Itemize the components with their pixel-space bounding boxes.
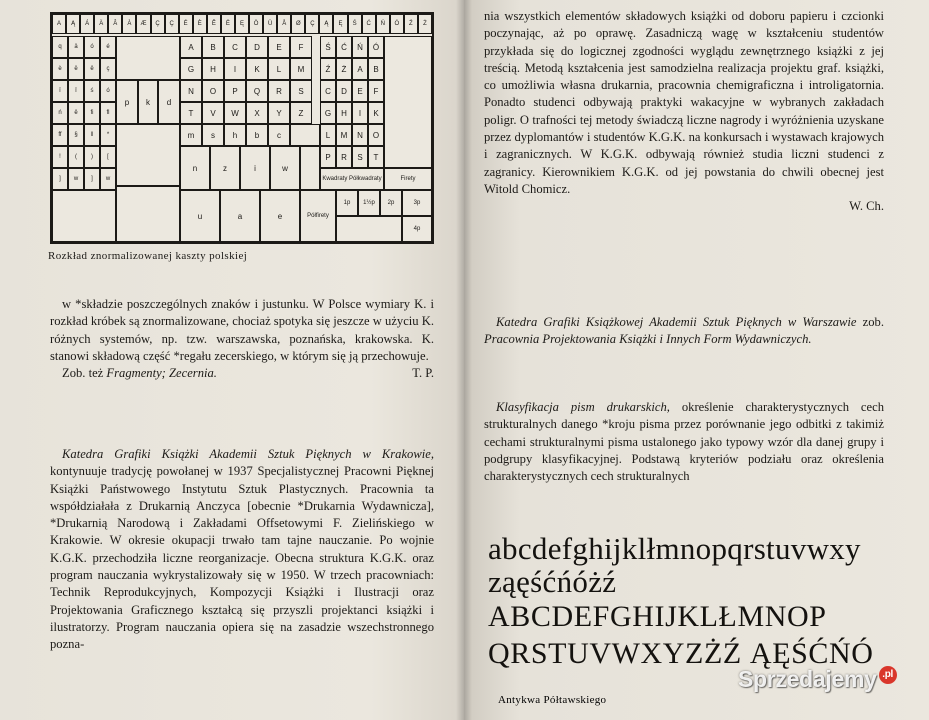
- case-cell-small: è: [52, 58, 68, 80]
- right-text-klasyfikacja: [484, 399, 884, 485]
- case-cell-lower: u: [180, 190, 220, 242]
- case-cell-small: ë: [68, 58, 84, 80]
- case-cell-lower: c: [268, 124, 290, 146]
- case-cell-lower: [116, 36, 180, 80]
- left-text-entry: [50, 446, 434, 654]
- case-cell-upper: X: [246, 102, 268, 124]
- case-cell-accent: Ë: [221, 14, 235, 34]
- specimen-caption: Antykwa Półtawskiego: [498, 694, 607, 706]
- case-cell-spaces: [336, 216, 402, 242]
- author-signature: T. P.: [412, 366, 434, 381]
- case-cell-upper: P: [224, 80, 246, 102]
- case-cell-accent: Ę: [235, 14, 249, 34]
- case-cell-spaces: Półfirety: [300, 190, 336, 242]
- case-cell-upper: Y: [268, 102, 290, 124]
- case-cell-small: w: [68, 168, 84, 190]
- paragraph: nia wszystkich elementów składowych książki od doboru papieru i czcionki poczynając, aż po oprawę. Zasadniczą wagę w kształceniu studentów przykłada się do logicznej zgodności wyglądu zewnętrznego książki z jej treścią. Metodą kształcenia jest samodzielna realizacja projektu graf. książki, co umożliwia własna drukarnia, pracownia chemigraficzna i introligatornia. Ponadto studenci odbywają praktyki wakacyjne w wybranych zakładach poligr. O trafności tej metody świadczą liczne nagrody i wyróżnienia uzyskane przez dyplomantów i studentów K.G.K. na konkursach i wystawach krajowych i zagranicznych. W K.G.K. odbywają również studia liczni studenci z zagranicy. Kierownikiem K.G.K. od jej powstania do chwili obecnej jest Witold Chomicz.: [484, 9, 884, 196]
- case-cell-accent: Ą: [66, 14, 80, 34]
- case-cell-upper-right: L: [320, 124, 336, 146]
- case-cell-lower: z: [210, 146, 240, 190]
- case-cell-lower: [116, 124, 180, 186]
- case-cell-small: ó: [84, 36, 100, 58]
- case-cell-upper-right: E: [352, 80, 368, 102]
- case-cell-quads: Kwadraty Półkwadraty: [320, 168, 384, 190]
- case-cell-upper-right: T: [368, 146, 384, 168]
- case-cell-lower: p: [116, 80, 138, 124]
- case-cell-lower: [52, 190, 116, 242]
- case-cell-accent: Ż: [418, 14, 432, 34]
- case-cell-upper: R: [268, 80, 290, 102]
- case-cell-firety: Firety: [384, 168, 432, 190]
- case-cell-upper: W: [224, 102, 246, 124]
- case-cell-accent: Ó: [390, 14, 404, 34]
- case-cell-lower: k: [138, 80, 158, 124]
- diagram-caption: Rozkład znormalizowanej kaszty polskiej: [48, 250, 248, 262]
- case-cell-accent: Ç: [305, 14, 319, 34]
- see-also-label: Zob. też: [62, 366, 104, 381]
- case-cell-upper: F: [290, 36, 312, 58]
- see-also-line: [50, 365, 434, 382]
- type-specimen: [488, 532, 908, 672]
- paragraph: w *składzie poszczególnych znaków i justunku. W Polsce wymiary K. i rozkład króbek są znormalizowane, chociaż spotyka się jeszcze w użyciu K. różnych systemów, np. tzw. warszawska, poznańska, krakowska. K. stanowi składową część *regału zecerskiego, w którym się ją przechowuje.: [50, 297, 434, 363]
- case-cell-blank: [384, 36, 432, 168]
- case-cell-lower: s: [202, 124, 224, 146]
- case-cell-small: fi: [84, 102, 100, 124]
- case-cell-spaces: 4p: [402, 216, 432, 242]
- case-cell-small: ‖: [84, 124, 100, 146]
- case-cell-upper-right: D: [336, 80, 352, 102]
- specimen-uppercase-1: ABCDEFGHIJKLŁMNOP: [488, 600, 827, 633]
- case-cell-upper: A: [180, 36, 202, 58]
- specimen-lowercase-1: abcdefghijklłmnopqrstuvwxy: [488, 531, 861, 566]
- case-cell-small: w: [100, 168, 116, 190]
- case-cell-accent: È: [193, 14, 207, 34]
- case-cell-small: ê: [84, 58, 100, 80]
- case-cell-upper: E: [268, 36, 290, 58]
- case-cell-upper: O: [202, 80, 224, 102]
- case-cell-accent: Æ: [136, 14, 150, 34]
- case-cell-accent: É: [179, 14, 193, 34]
- case-cell-small: ç: [100, 58, 116, 80]
- watermark-tld: .pl: [879, 666, 897, 684]
- case-cell-upper: B: [202, 36, 224, 58]
- case-cell-small: é: [100, 36, 116, 58]
- case-cell-upper-right: A: [352, 58, 368, 80]
- case-cell-upper-right: Ń: [352, 36, 368, 58]
- case-cell-accent: Â: [108, 14, 122, 34]
- case-cell-accent: Ü: [263, 14, 277, 34]
- see-also-refs: Fragmenty; Zecernia.: [106, 366, 217, 381]
- see-label: zob.: [862, 315, 884, 329]
- case-cell-accent: A: [52, 14, 66, 34]
- case-cell-small: ff: [52, 124, 68, 146]
- case-cell-upper: N: [180, 80, 202, 102]
- case-cell-spaces: 1p: [336, 190, 358, 216]
- case-cell-lower: w: [270, 146, 300, 190]
- case-cell-upper-right: Ź: [320, 58, 336, 80]
- case-cell-upper: M: [290, 58, 312, 80]
- case-cell-upper-right: K: [368, 102, 384, 124]
- case-cell-lower: d: [158, 80, 180, 124]
- case-cell-accent: Ć: [362, 14, 376, 34]
- case-cell-upper: L: [268, 58, 290, 80]
- case-cell-accent: Ź: [404, 14, 418, 34]
- case-cell-accent: Ń: [376, 14, 390, 34]
- case-cell-upper-right: B: [368, 58, 384, 80]
- entry-title: Klasyfikacja pism drukarskich,: [496, 400, 670, 414]
- case-cell-upper-right: C: [320, 80, 336, 102]
- case-cell-lower: [116, 186, 180, 242]
- case-cell-lower: n: [180, 146, 210, 190]
- case-cell-accent: Ą: [319, 14, 333, 34]
- case-cell-lower: i: [240, 146, 270, 190]
- case-cell-lower: m: [180, 124, 202, 146]
- case-cell-small: ï: [52, 80, 68, 102]
- case-cell-accent: Å: [277, 14, 291, 34]
- case-cell-upper-right: Ć: [336, 36, 352, 58]
- case-cell-upper: H: [202, 58, 224, 80]
- case-cell-upper: K: [246, 58, 268, 80]
- case-cell-upper-right: P: [320, 146, 336, 168]
- case-cell-lower: e: [260, 190, 300, 242]
- case-cell-upper-right: N: [352, 124, 368, 146]
- case-cell-upper-right: M: [336, 124, 352, 146]
- author-signature: W. Ch.: [849, 199, 884, 214]
- case-cell-small: ń: [52, 102, 68, 124]
- case-cell-upper: I: [224, 58, 246, 80]
- case-cell-lower: [290, 124, 320, 146]
- case-cell-small: ]: [84, 168, 100, 190]
- case-cell-accent: Ö: [249, 14, 263, 34]
- case-cell-accent: Á: [80, 14, 94, 34]
- entry-body: określenie charakterystycznych cech strukturalnych danego *kroju pisma przez porównanie jego odbitki z takimiż cechami strukturalnymi pisma ustalonego jako typowy wzór dla danej grupy i podgrupy klasyfikacyjnej. Podstawą kryteriów podziału oraz określenia charakterystycznych cech strukturalnych: [484, 400, 885, 484]
- case-cell-accent: Ä: [94, 14, 108, 34]
- case-cell-upper: D: [246, 36, 268, 58]
- case-cell-accent: Ç: [165, 14, 179, 34]
- case-cell-small: ä: [68, 36, 84, 58]
- case-cell-accent: À: [122, 14, 136, 34]
- case-cell-lower: a: [220, 190, 260, 242]
- case-cell-upper-right: S: [352, 146, 368, 168]
- case-cell-small: !: [52, 146, 68, 168]
- case-cell-upper-right: Ś: [320, 36, 336, 58]
- case-cell-small: î: [68, 80, 84, 102]
- case-cell-small: ): [84, 146, 100, 168]
- type-case-diagram: [50, 12, 434, 244]
- case-cell-upper-right: Ó: [368, 36, 384, 58]
- case-cell-accent: Ę: [333, 14, 347, 34]
- case-cell-accent: Ø: [291, 14, 305, 34]
- see-ref: Pracownia Projektowania Książki i Innych Form Wydawniczych.: [484, 332, 812, 347]
- watermark-text: Sprzedajemy: [738, 666, 877, 692]
- case-cell-small: (: [68, 146, 84, 168]
- case-cell-lower: [300, 146, 320, 190]
- case-cell-lower: b: [246, 124, 268, 146]
- case-cell-upper: C: [224, 36, 246, 58]
- case-cell-upper-right: F: [368, 80, 384, 102]
- case-cell-small: ó: [100, 80, 116, 102]
- case-cell-upper-right: Ż: [336, 58, 352, 80]
- entry-body: kontynuuje tradycję powołanej w 1937 Specjalistycznej Pracowni Pięknej Książki Państwowego Instytutu Sztuk Plastycznych. Pracownia ta współdziałała z Drukarnią Anczyca [obecnie *Drukarnia Wydawnicza], *Drukarnią Narodową i Zakładami Offsetowymi F. Zielińskiego w Krakowie. W okresie okupacji trwało tam tajne nauczanie. Po wojnie K.G.K. przechodziła liczne reorganizacje. Obecna struktura K.G.K. oraz program nauczania wykrystalizowały się w 1950. W trzech pracowniach: Technik Reprodukcyjnych, Kompozycji Książki i Ilustracji oraz Projektowania Graficznego kształcą się przyszli projektanci książki i ilustratorzy. Program nauczania opiera się na zasadzie wszechstronnego pozna-: [50, 464, 434, 652]
- case-cell-accent: Ç: [151, 14, 165, 34]
- case-cell-small: fl: [100, 102, 116, 124]
- case-cell-small: §: [68, 124, 84, 146]
- case-cell-upper-right: O: [368, 124, 384, 146]
- right-text-warsaw: [484, 314, 884, 349]
- case-cell-upper: G: [180, 58, 202, 80]
- right-text-upper: [484, 8, 884, 216]
- case-cell-upper-right: H: [336, 102, 352, 124]
- case-cell-small: ]: [52, 168, 68, 190]
- watermark-logo: [738, 666, 897, 693]
- book-gutter: [456, 0, 472, 720]
- case-cell-small: *: [100, 124, 116, 146]
- case-cell-accent: Ê: [207, 14, 221, 34]
- case-cell-upper: S: [290, 80, 312, 102]
- case-cell-upper: Z: [290, 102, 312, 124]
- specimen-lowercase-2: ząęśćńóżź: [488, 564, 617, 599]
- case-cell-small: [: [100, 146, 116, 168]
- case-cell-small: ś: [84, 80, 100, 102]
- case-cell-spaces: 3p: [402, 190, 432, 216]
- case-cell-small: ê: [68, 102, 84, 124]
- case-cell-upper-right: G: [320, 102, 336, 124]
- case-cell-upper-right: R: [336, 146, 352, 168]
- case-cell-small: q: [52, 36, 68, 58]
- case-cell-spaces: 1½p: [358, 190, 380, 216]
- case-cell-upper: T: [180, 102, 202, 124]
- specimen-uppercase-2: QRSTUVWXYZŻŹ ĄĘŚĆŃÓ: [488, 637, 874, 670]
- left-page: [0, 0, 464, 720]
- case-cell-spaces: 2p: [380, 190, 402, 216]
- entry-title: Katedra Grafiki Książkowej Akademii Sztuk Pięknych w Warszawie: [496, 315, 857, 329]
- left-text-upper: [50, 296, 434, 382]
- case-cell-upper: Q: [246, 80, 268, 102]
- case-cell-upper-right: I: [352, 102, 368, 124]
- case-cell-accent: Ś: [348, 14, 362, 34]
- case-cell-lower: h: [224, 124, 246, 146]
- entry-title: Katedra Grafiki Książki Akademii Sztuk Pięknych w Krakowie,: [62, 447, 434, 461]
- case-cell-upper: V: [202, 102, 224, 124]
